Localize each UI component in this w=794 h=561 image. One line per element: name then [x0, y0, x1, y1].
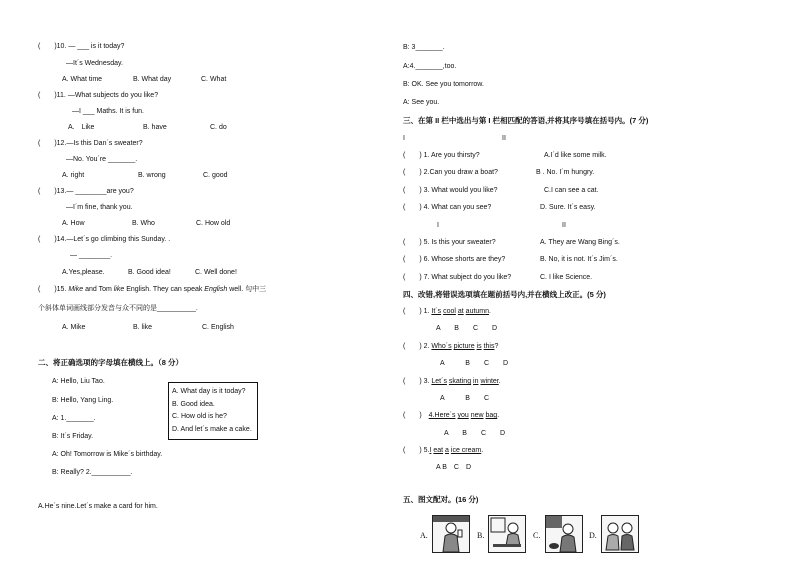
question-10-reply: —It´s Wednesday.: [66, 60, 123, 67]
dialog-line: B: Hello, Yang Ling.: [52, 397, 114, 404]
question-15-line2: 个斜体单词画线部分发音与众不同的是__________.: [38, 305, 198, 312]
column-label: II: [562, 222, 566, 229]
option-a: A. Like: [68, 124, 95, 131]
option-b: B. Who: [132, 220, 155, 227]
boy-at-table-picture: [489, 516, 525, 552]
column-label: I: [437, 222, 439, 229]
box-option: A. What day is it today?: [172, 388, 246, 395]
option-a: A.Yes,please.: [62, 269, 105, 276]
picture-label-d: D.: [589, 531, 597, 540]
dialog-line: A:4._______,too.: [403, 63, 457, 70]
option-b: B. wrong: [138, 172, 166, 179]
box-option: D. And let´s make a cake.: [172, 426, 252, 433]
match-answer: C. I like Science.: [540, 274, 593, 281]
question-15: ( )15. Mike and Tom like English. They can speak English well. 句中三: [38, 286, 267, 293]
section-4-heading: 四、改错,将错误选项填在题前括号内,并在横线上改正。(5 分): [403, 290, 606, 299]
question-13-reply: —I´m fine, thank you.: [66, 204, 133, 211]
picture-label-b: B.: [477, 531, 485, 540]
match-answer: A. They are Wang Bing´s.: [540, 239, 620, 246]
correction-letters: A B C D: [444, 430, 506, 437]
picture-a: [432, 515, 470, 553]
option-a: A. Mike: [62, 324, 86, 331]
dialog-line: B: Really? 2.__________.: [52, 469, 133, 476]
match-question: ( ) 1. Are you thirsty?: [403, 152, 480, 159]
picture-d: [601, 515, 639, 553]
option-a: A. What time: [62, 76, 103, 83]
girl-drinking-picture: [433, 516, 469, 552]
correction-letters: A B C D: [436, 464, 472, 471]
dialog-line: A: Hello, Liu Tao.: [52, 378, 105, 385]
match-answer: B . No. I´m hungry.: [536, 169, 595, 176]
option-c: C. Well done!: [195, 269, 237, 276]
correction-letters: A B C D: [440, 360, 509, 367]
match-question: ( ) 4. What can you see?: [403, 204, 492, 211]
match-question: ( ) 5. Is this your sweater?: [403, 239, 496, 246]
question-11-reply: —I ___ Maths. It is fun.: [72, 108, 144, 115]
correction-letters: A B C: [440, 395, 490, 402]
correction-item: ( ) 1. It´s cool at autumn.: [403, 308, 491, 315]
options-box: [168, 382, 258, 440]
option-c: C. How old: [196, 220, 231, 227]
question-12: ( )12.—Is this Dan´s sweater?: [38, 140, 143, 147]
box-option: C. How old is he?: [172, 413, 227, 420]
question-14: ( )14.—Let´s go climbing this Sunday. .: [38, 236, 171, 243]
dialog-line: A: See you.: [403, 99, 440, 106]
option-a: A. right: [62, 172, 85, 179]
correction-item: ( ) 5.I eat a ice cream.: [403, 447, 484, 454]
question-12-reply: —No. You´re _______.: [66, 156, 138, 163]
option-c: C. English: [202, 324, 234, 331]
match-question: ( ) 6. Whose shorts are they?: [403, 256, 506, 263]
section-5-heading: 五、图文配对。(16 分): [403, 495, 479, 504]
dialog-line: A: 1._______.: [52, 415, 96, 422]
option-b: B. What day: [133, 76, 172, 83]
option-c: C. What: [201, 76, 227, 83]
dialog-line: B: 3_______.: [403, 44, 445, 51]
correction-item: ( ) 3. Let´s skating in winter.: [403, 378, 501, 385]
section-2-heading: 二、将正确选项的字母填在横线上。（8 分）: [38, 358, 184, 367]
children-drawing-picture: [602, 516, 638, 552]
picture-label-a: A.: [420, 531, 428, 540]
correction-letters: A B C D: [436, 325, 498, 332]
section-3-heading: 三、在第 II 栏中选出与第 I 栏相匹配的答语,并将其序号填在括号内。(7 分): [403, 116, 649, 125]
picture-b: [488, 515, 526, 553]
column-label: II: [502, 135, 506, 142]
option-b: B. Good idea!: [128, 269, 171, 276]
option-b: B. have: [143, 124, 167, 131]
correction-item: ( ) 4.Here´s you new bag.: [403, 412, 500, 419]
picture-label-c: C.: [533, 531, 541, 540]
dialog-line: B: OK. See you tomorrow.: [403, 81, 484, 88]
correction-item: ( ) 2. Who´s picture is this?: [403, 343, 499, 350]
match-answer: A.I´d like some milk.: [544, 152, 607, 159]
match-answer: C.I can see a cat.: [544, 187, 599, 194]
question-14-reply: — ________.: [70, 252, 113, 259]
option-line: A.He´s nine.Let´s make a card for him.: [38, 503, 158, 510]
match-answer: D. Sure. It´s easy.: [540, 204, 596, 211]
dialog-line: A: Oh! Tomorrow is Mike´s birthday.: [52, 451, 163, 458]
question-13: ( )13.— ________are you?: [38, 188, 134, 195]
question-11: ( )11. —What subjects do you like?: [38, 92, 159, 99]
girl-with-cat-picture: [546, 516, 582, 552]
match-question: ( ) 3. What would you like?: [403, 187, 498, 194]
box-option: B. Good idea.: [172, 401, 215, 408]
option-c: C. do: [210, 124, 227, 131]
picture-c: [545, 515, 583, 553]
option-c: C. good: [203, 172, 228, 179]
match-question: ( ) 7. What subject do you like?: [403, 274, 512, 281]
option-b: B. like: [133, 324, 153, 331]
question-10: ( )10. — ___ is it today?: [38, 43, 125, 50]
dialog-line: B: It´s Friday.: [52, 433, 94, 440]
column-label: I: [403, 135, 405, 142]
match-question: ( ) 2.Can you draw a boat?: [403, 169, 498, 176]
match-answer: B. No, it is not. It´s Jim´s.: [540, 256, 618, 263]
option-a: A. How: [62, 220, 85, 227]
